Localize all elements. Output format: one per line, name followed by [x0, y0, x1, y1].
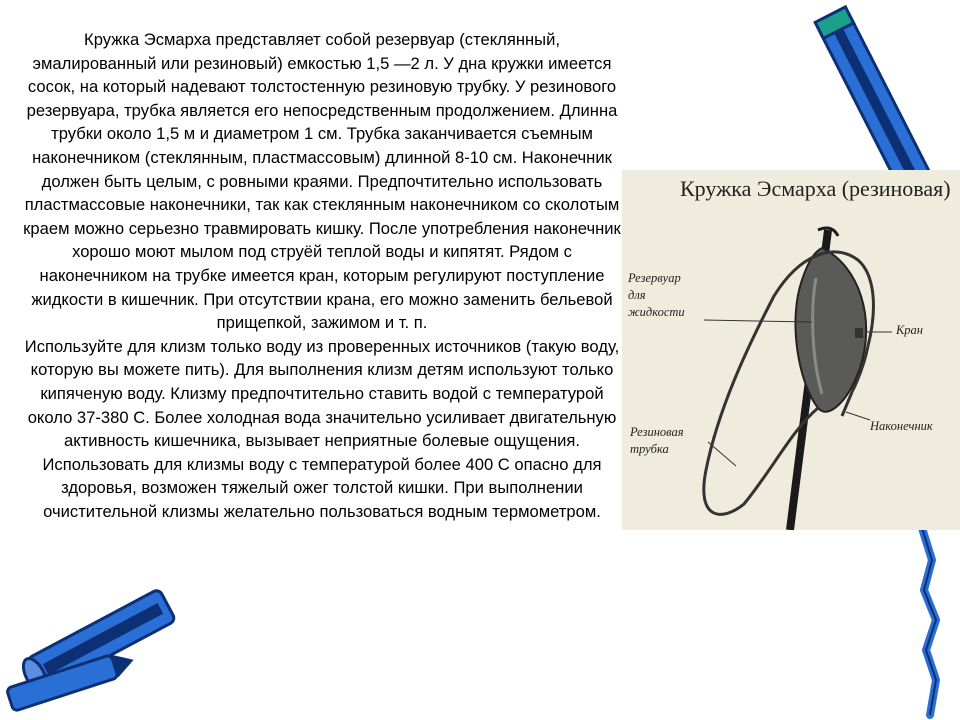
esmarch-mug-illustration [622, 170, 960, 530]
label-reservoir-line-3: жидкости [628, 305, 685, 319]
crayon-bottom-left-icon [0, 580, 200, 720]
label-tube [630, 424, 684, 458]
label-tip: Наконечник [870, 419, 933, 433]
paragraph-recommendations: Используйте для клизм только воду из проверенных источников (такую воду, которую вы можете пить). Для выполнения клизм детям используют только кипяченую воду. Клизму предпочтительно ставить водой с температурой около 37-380 С. Более холодная вода значительно усиливает двигательную активность кишечника, вызывает неприятные болевые ощущения. Использовать для клизмы воду с температурой более 400 С опасно для здоровья, возможен тяжелый ожег толстой кишки. При выполнении очистительной клизмы желательно пользоваться водным термометром. [24, 336, 620, 521]
main-text-block [22, 28, 622, 523]
label-reservoir-line-2: для [628, 288, 646, 302]
figure-title: Кружка Эсмарха (резиновая) [680, 176, 951, 201]
pencil-right-blue-icon [900, 520, 960, 720]
label-tube-line-1: Резиновая [630, 425, 684, 439]
paragraph-description: Кружка Эсмарха представляет собой резервуар (стеклянный, эмалированный или резиновый) емкостью 1,5 —2 л. У дна кружки имеется сосок, на который надевают толстостенную резиновую трубку. У резинового резервуара, трубка является его непосредственным продолжением. Длинна трубки около 1,5 м и диаметром 1 см. Трубка заканчивается съемным наконечником (стеклянным, пластмассовым) длинной 8-10 см. Наконечник должен быть целым, с ровными краями. Предпочтительно использовать пластмассовые наконечники, так как стеклянным наконечником со сколотым краем можно серьезно травмировать кишку. После употребления наконечник хорошо моют мылом под струёй теплой воды и кипятят. Рядом с наконечником на трубке имеется кран, которым регулируют поступление жидкости в кишечник. При отсутствии крана, его можно заменить бельевой прищепкой, зажимом и т. п. [23, 30, 621, 333]
label-tube-line-2: трубка [630, 442, 669, 456]
esmarch-mug-figure [622, 170, 960, 530]
label-valve: Кран [896, 323, 924, 337]
label-reservoir [628, 270, 685, 321]
label-reservoir-line-1: Резервуар [628, 271, 681, 285]
